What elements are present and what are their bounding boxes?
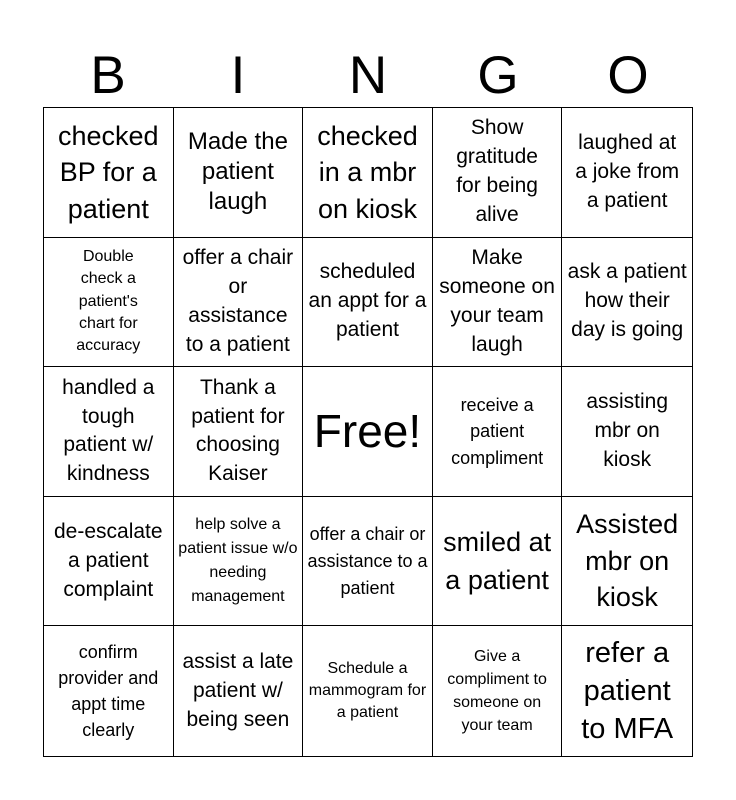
bingo-cell[interactable] [44,238,174,368]
cell-text: Assisted mbr on kiosk [576,509,679,613]
cell-text: Schedule a mammogram for a patient [308,659,427,722]
bingo-cell[interactable] [44,108,174,238]
header-letter-o: O [607,46,649,105]
bingo-cell[interactable] [433,626,563,756]
cell-text: Make someone on your team laugh [439,245,555,356]
cell-text: assisting mbr on kiosk [586,390,669,471]
bingo-cell[interactable] [44,497,174,627]
cell-text: offer a chair or assistance to a patient [307,523,428,598]
bingo-cell[interactable] [303,497,433,627]
cell-text: Made the patient laugh [187,128,288,216]
bingo-cell[interactable] [174,626,304,756]
cell-text: refer a patient to MFA [581,636,674,746]
header-letter-g: G [477,46,519,105]
cell-text: help solve a patient issue w/o needing management [178,516,298,606]
bingo-cell[interactable] [562,626,692,756]
bingo-cell[interactable] [303,238,433,368]
bingo-cell[interactable] [433,108,563,238]
cell-text: checked BP for a patient [58,120,159,224]
bingo-cell[interactable] [174,367,304,497]
bingo-cell[interactable] [433,238,563,368]
bingo-card [43,107,693,757]
cell-text: Double check a patient's chart for accuracy [76,247,141,355]
bingo-header [43,44,693,108]
bingo-cell[interactable] [303,108,433,238]
cell-text: checked in a mbr on kiosk [317,120,418,224]
cell-text: assist a late patient w/ being seen [182,649,294,731]
bingo-cell[interactable] [433,497,563,627]
cell-text: laughed at a joke from a patient [575,130,680,212]
cell-text: offer a chair or assistance to a patient [182,245,294,356]
bingo-cell[interactable] [303,626,433,756]
cell-text: smiled at a patient [443,526,552,596]
bingo-cell[interactable] [562,497,692,627]
bingo-cell[interactable] [44,367,174,497]
free-space[interactable] [303,367,433,497]
cell-text: handled a tough patient w/ kindness [62,375,155,486]
bingo-cell[interactable] [174,238,304,368]
cell-text: receive a patient compliment [451,395,544,468]
cell-text: Give a compliment to someone on your team [447,647,547,735]
cell-text: Show gratitude for being alive [456,116,538,227]
cell-text: ask a patient how their day is going [567,260,687,342]
bingo-cell[interactable] [433,367,563,497]
bingo-cell[interactable] [562,108,692,238]
cell-text: scheduled an appt for a patient [308,260,427,342]
bingo-cell[interactable] [174,497,304,627]
header-letter-b: B [90,46,126,105]
header-letter-i: I [230,46,246,105]
bingo-cell[interactable] [562,238,692,368]
cell-text: Free! [313,405,422,458]
bingo-cell[interactable] [562,367,692,497]
bingo-cell[interactable] [44,626,174,756]
cell-text: confirm provider and appt time clearly [58,642,159,741]
cell-text: Thank a patient for choosing Kaiser [191,375,285,486]
bingo-cell[interactable] [174,108,304,238]
cell-text: de-escalate a patient complaint [54,519,163,601]
header-letter-n: N [348,46,388,105]
